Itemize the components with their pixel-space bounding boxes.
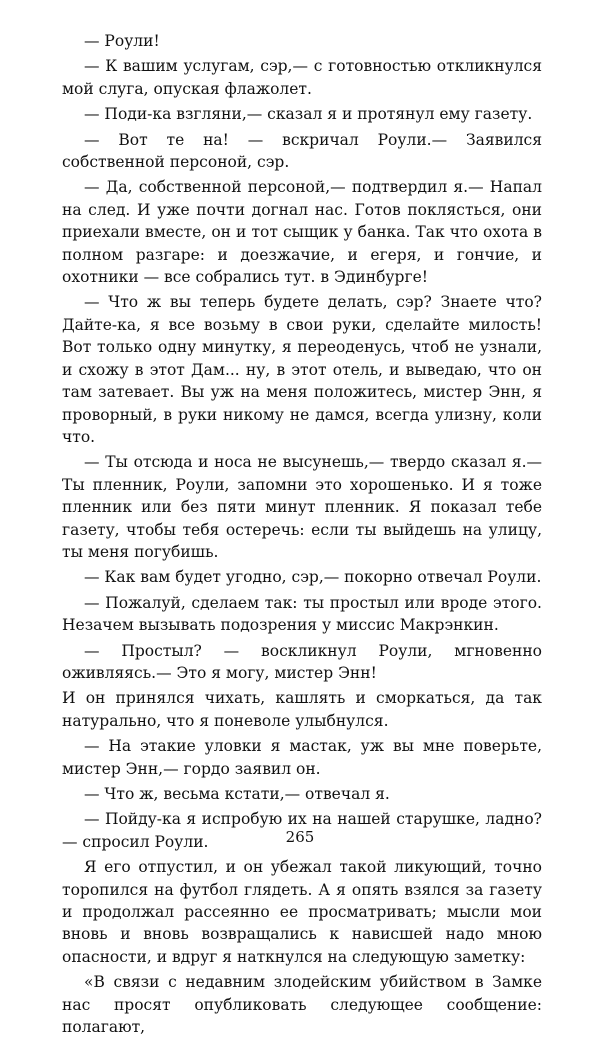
paragraph: — Роули! (84, 32, 160, 50)
paragraph: — Простыл? — воскликнул Роули, мгновенно оживляясь.— Это я могу, мистер Энн! (62, 641, 542, 682)
paragraph: — Как вам будет угодно, сэр,— покорно отвечал Роули. (84, 568, 542, 587)
paragraph: — Ты отсюда и носа не высунешь,— твердо сказал я.— Ты пленник, Роули, запомни это хорошенько. И я тоже пленник или без пяти минут пленник. Я показал тебе газету, чтобы тебя остеречь: если ты выйдешь на улицу, ты меня погубишь. (62, 453, 542, 561)
paragraph: — Что ж, весьма кстати,— отвечал я. (84, 785, 390, 803)
paragraph: — Вот те на! — вскричал Роули.— Заявился собственной персоной, сэр. (62, 130, 542, 172)
paragraph: — Что ж вы теперь будете делать, сэр? Знаете что? Дайте-ка, я все возьму в свои руки, сделайте милость! Вот только одну минутку, я переоденусь, чтоб не узнали, и схожу в этот Дам... ну, в этот отель, и выведаю, что он там затевает. Вы уж на меня положитесь, мистер Энн, я проворный, в руки никому не дамся, всегда улизну, коли что. (62, 293, 542, 446)
page-body (62, 30, 542, 1041)
paragraph: — Пожалуй, сделаем так: ты простыл или вроде этого. Незачем вызывать подозрения у миссис Макрэнкин. (62, 593, 542, 635)
paragraph: — Пойду-ка я испробую их на нашей старушке, ладно? — спросил Роули. (62, 810, 542, 851)
page-number: 265 (285, 828, 315, 846)
paragraph: — На этакие уловки я мастак, уж вы мне поверьте, мистер Энн,— гордо заявил он. (62, 737, 542, 778)
paragraph: — Да, собственной персоной,— подтвердил я.— Напал на след. И уже почти догнал нас. Готов поклясться, они приехали вместе, он и тот сыщик у банка. Так что охота в полном разгаре: и доезжачие, и егеря, и гончие, и охотники — все собрались тут. в Эдинбурге! (62, 178, 542, 287)
paragraph: — Поди-ка взгляни,— сказал я и протянул ему газету. (84, 105, 533, 124)
paragraph: «В связи с недавним злодейским убийством в Замке нас просят опубликовать следующее сообщение: полагают, (62, 973, 542, 1037)
paragraph: И он принялся чихать, кашлять и сморкаться, да так натурально, что я поневоле улыбнулся. (62, 689, 542, 730)
paragraph: Я его отпустил, и он убежал такой ликующий, точно торопился на футбол глядеть. А я опять взялся за газету и продолжал рассеянно ее просматривать; мысли мои вновь и вновь возвращались к нависшей надо мною опасности, и вдруг я наткнулся на следующую заметку: (62, 858, 542, 966)
paragraph: — К вашим услугам, сэр,— с готовностью откликнулся мой слуга, опуская флажолет. (62, 57, 542, 98)
